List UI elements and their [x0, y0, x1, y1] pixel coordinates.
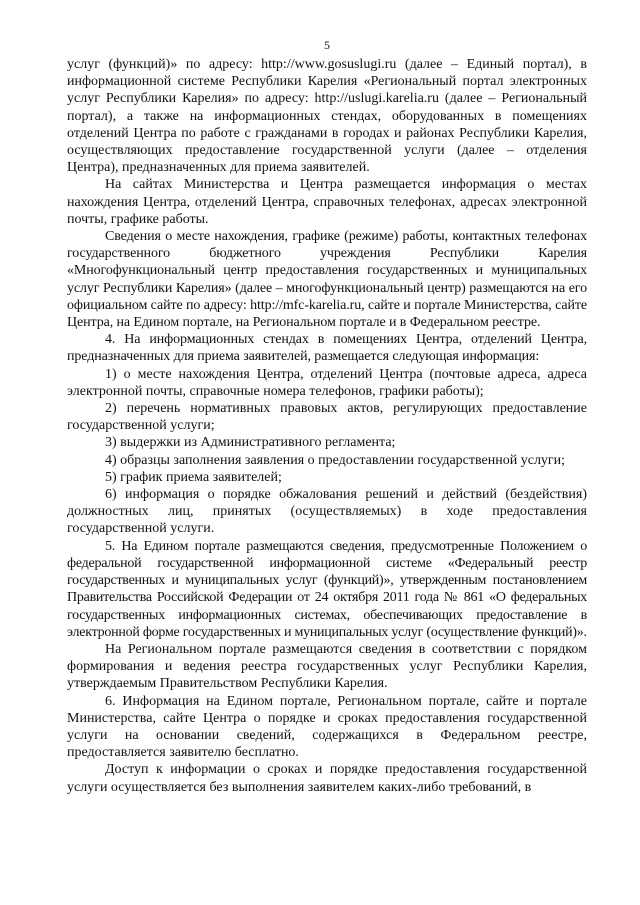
list-item-samples: 4) образцы заполнения заявления о предоставлении государственной услуги; [105, 452, 566, 468]
paragraph-portal-addresses: услуг (функций)» по адресу: http://www.gosuslugi.ru (далее – Единый портал), в информационной системе Республики Карелия «Региональный портал электронных услуг Республики Карелия» по адресу: http://uslugi.karelia.ru (далее – Региональный портал), а также на информационных стендах, оборудованных в помещениях отделений Центра по работе с гражданами в городах и районах Республики Карелия, осуществляющих предоставление государственной услуги (далее – отделения Центра), предназначенных для приема заявителей. [67, 57, 587, 176]
list-item-excerpts: 3) выдержки из Административного регламента; [105, 435, 396, 451]
page-number: 5 [324, 38, 330, 52]
list-item-appeals: 6) информация о порядке обжалования решений и действий (бездействия) должностных лиц, принятых (осуществляемых) в ходе предоставления государственной услуги. [67, 487, 587, 537]
paragraph-unified-portal: 5. На Едином портале размещаются сведения, предусмотренные Положением о федеральной государственной информационной системе «Федеральный реестр государственных и муниципальных услуг (функций)», утвержденным постановлением Правительства Российской Федерации от 24 октября 2011 года № 861 «О федеральных государственных информационных системах, обеспечивающих предоставление в электронной форме государственных и муниципальных услуг (осуществление функций)». [67, 538, 587, 640]
paragraph-mfc-info: Сведения о месте нахождения, графике (режиме) работы, контактных телефонах государственного бюджетного учреждения Республики Карелия «Многофункциональный центр предоставления государственных и муниципальных услуг Республики Карелия» (далее – многофункциональный центр) размещаются на его официальном сайте по адресу: http://mfc-karelia.ru, сайте и портале Министерства, сайте Центра, на Едином портале, на Региональном портале и в Федеральном реестре. [67, 229, 587, 331]
list-item-location: 1) о месте нахождения Центра, отделений Центра (почтовые адреса, адреса электронной почты, справочные номера телефонов, графики работы); [67, 366, 587, 399]
paragraph-info-stands: 4. На информационных стендах в помещениях Центра, отделений Центра, предназначенных для приема заявителей, размещается следующая информация: [67, 332, 587, 365]
paragraph-access: Доступ к информации о сроках и порядке предоставления государственной услуги осуществляется без выполнения заявителем каких-либо требований, в [67, 762, 587, 795]
paragraph-free-info: 6. Информация на Едином портале, Региональном портале, сайте и портале Министерства, сайте Центра о порядке и сроках предоставления государственной услуги на основании сведений, содержащихся в Федеральном реестре, предоставляется заявителю бесплатно. [67, 693, 587, 761]
paragraph-regional-portal: На Региональном портале размещаются сведения в соответствии с порядком формирования и ведения реестра государственных услуг Республики Карелия, утверждаемым Правительством Республики Карелия. [67, 641, 587, 692]
list-item-regulations: 2) перечень нормативных правовых актов, регулирующих предоставление государственной услуги; [67, 401, 587, 434]
paragraph-ministry-sites: На сайтах Министерства и Центра размещается информация о местах нахождения Центра, отделений Центра, справочных телефонах, адресах электронной почты, графике работы. [67, 177, 587, 227]
list-item-schedule: 5) график приема заявителей; [105, 469, 282, 485]
